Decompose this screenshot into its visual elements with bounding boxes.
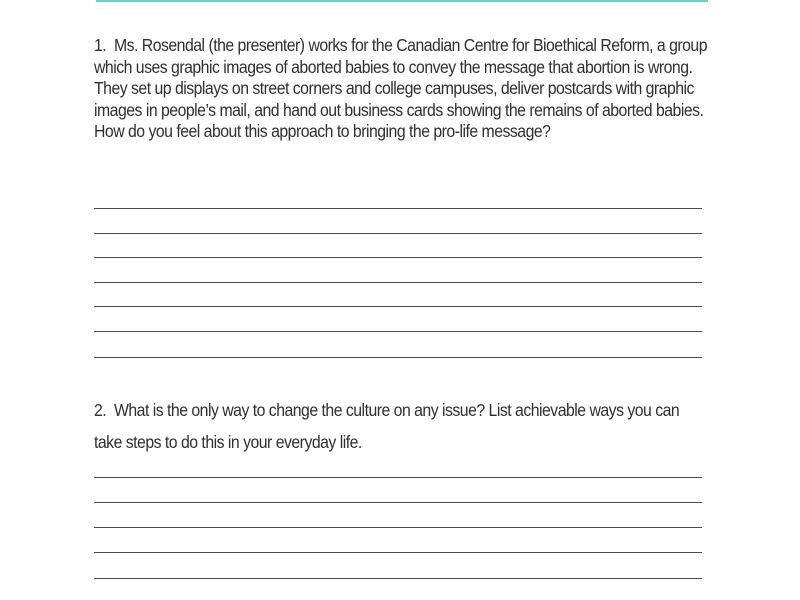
answer-line[interactable]	[94, 578, 702, 579]
answer-line[interactable]	[94, 552, 702, 553]
answer-line[interactable]	[94, 502, 702, 503]
answer-line[interactable]	[94, 282, 702, 283]
answer-line[interactable]	[94, 233, 702, 234]
answer-line[interactable]	[94, 331, 702, 332]
answer-line[interactable]	[94, 477, 702, 478]
question-1-number: 1.	[94, 35, 107, 55]
question-1	[94, 35, 709, 143]
answer-line[interactable]	[94, 208, 702, 209]
question-2-text: What is the only way to change the culture on any issue? List achievable ways you can take steps to do this in your everyday life.	[94, 400, 680, 452]
top-accent-rule	[96, 0, 708, 2]
question-2	[94, 394, 709, 458]
answer-line[interactable]	[94, 527, 702, 528]
question-1-text: Ms. Rosendal (the presenter) works for the Canadian Centre for Bioethical Reform, a group which uses graphic images of aborted babies to convey the message that abortion is wrong. They set up displays on street corners and college campuses, deliver postcards with graphic images in people’s mail, and hand out business cards showing the remains of aborted babies. How do you feel about this approach to bringing the pro-life message?	[94, 35, 708, 142]
question-2-number: 2.	[94, 400, 107, 420]
answer-line[interactable]	[94, 306, 702, 307]
answer-line[interactable]	[94, 257, 702, 258]
answer-line[interactable]	[94, 357, 702, 358]
